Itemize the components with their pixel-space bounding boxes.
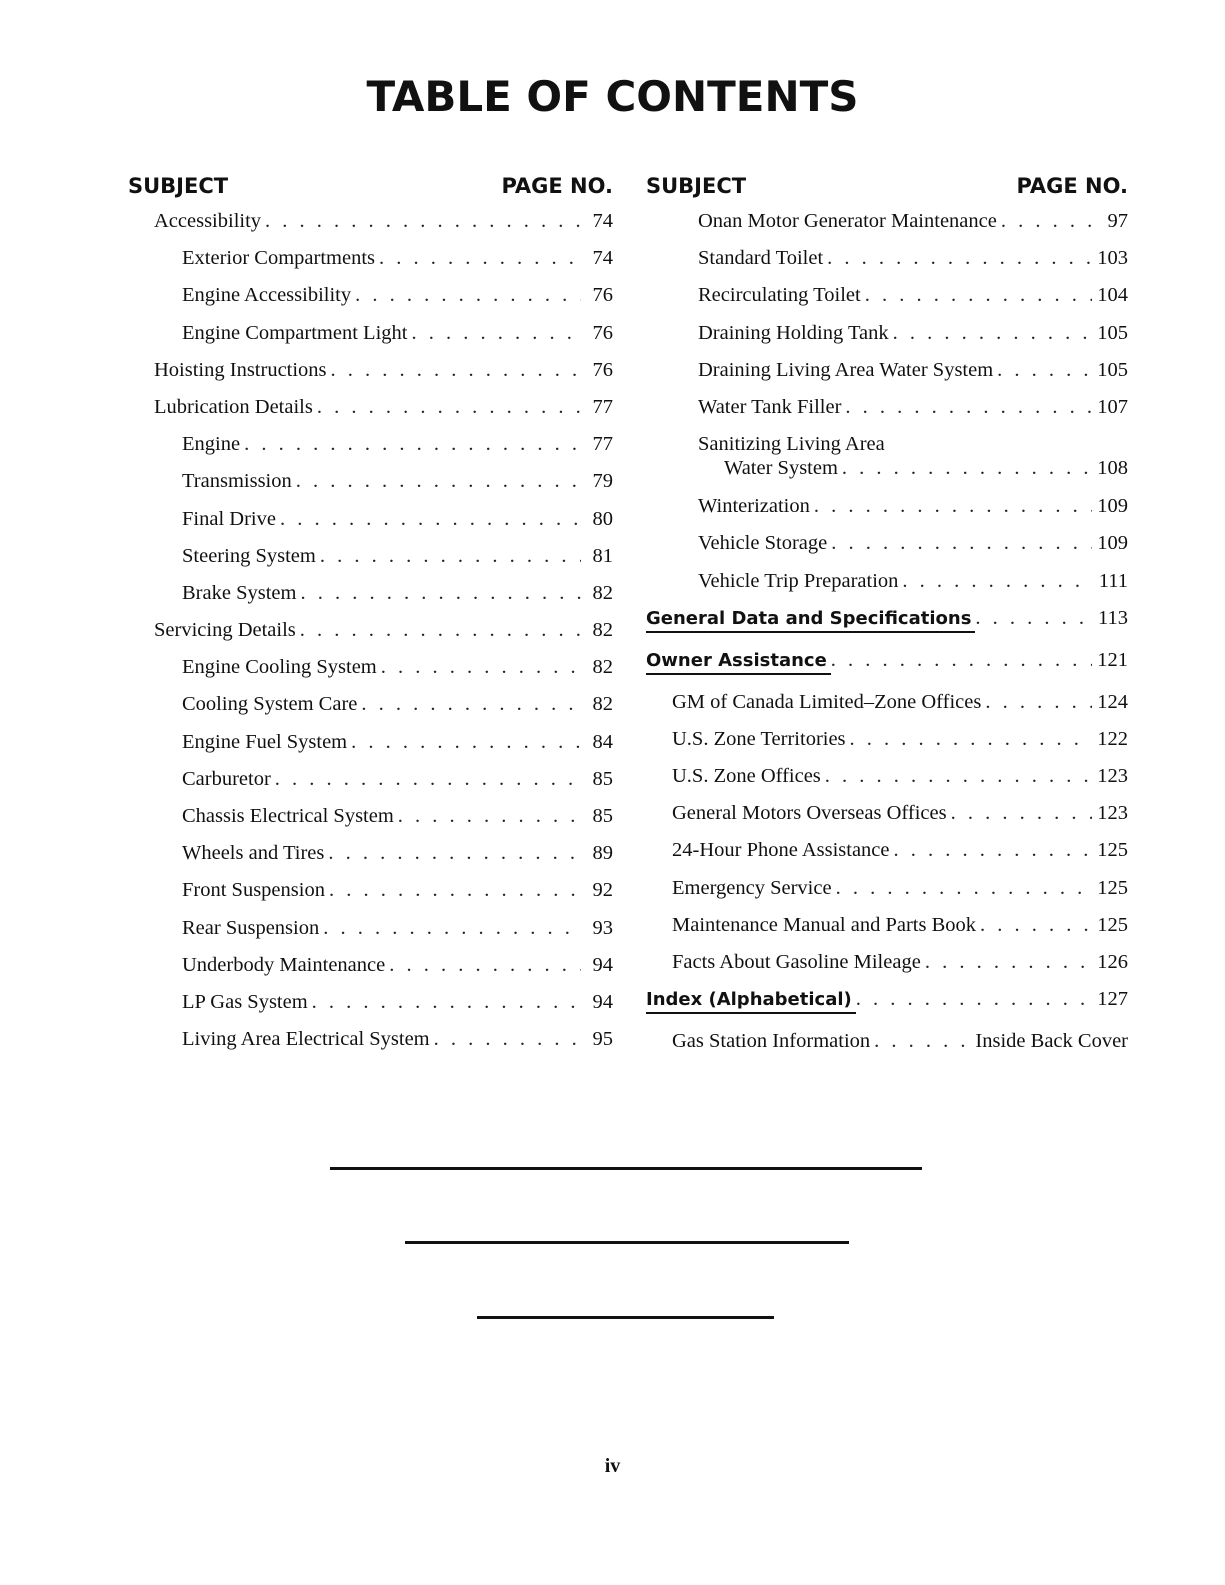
toc-entry-row <box>698 284 1128 307</box>
toc-entry-row <box>672 914 1128 937</box>
toc-entry-row <box>182 879 613 902</box>
toc-entry-page: 104 <box>1097 284 1128 307</box>
toc-entry-page: 76 <box>592 321 613 344</box>
toc-entry <box>128 619 613 656</box>
toc-entry-row <box>672 728 1128 751</box>
toc-entry-page: 97 <box>1107 210 1128 232</box>
toc-entry <box>646 1030 1128 1067</box>
toc-entry-page: 123 <box>1097 802 1128 825</box>
toc-entry-label: Standard Toilet <box>698 247 824 270</box>
toc-entry-page: 126 <box>1097 951 1128 973</box>
toc-entry-page: 76 <box>592 284 613 307</box>
toc-entry <box>128 805 613 842</box>
dot-leader <box>975 607 1092 630</box>
toc-entry-page: 85 <box>592 767 613 790</box>
toc-entry <box>646 877 1128 914</box>
toc-entry-label: Index (Alphabetical) <box>646 989 856 1014</box>
dot-leader <box>874 1030 973 1053</box>
toc-entry-row <box>672 1030 1128 1053</box>
toc-entry <box>128 284 613 321</box>
toc-entry-row <box>182 1028 613 1051</box>
toc-entry <box>646 433 1128 495</box>
toc-entry-row <box>698 495 1128 518</box>
toc-entry-page: 76 <box>592 358 613 381</box>
toc-entry <box>646 532 1128 569</box>
toc-entry <box>128 1028 613 1065</box>
toc-entry-label: Brake System <box>182 581 297 604</box>
toc-entry <box>646 322 1128 359</box>
toc-entry-page: 74 <box>592 210 613 232</box>
toc-entry <box>646 914 1128 951</box>
toc-entry-label: Rear Suspension <box>182 916 320 939</box>
dot-leader <box>329 879 581 902</box>
toc-entry <box>128 879 613 916</box>
toc-entry-label: Cooling System Care <box>182 693 358 716</box>
dot-leader <box>836 877 1092 900</box>
toc-entry-row <box>182 954 613 977</box>
toc-entry-page: 77 <box>592 395 613 418</box>
toc-entry-page: 122 <box>1097 727 1128 750</box>
dot-leader <box>893 322 1092 345</box>
toc-entry-label: Transmission <box>182 470 292 493</box>
toc-entry-page: 127 <box>1097 988 1128 1011</box>
toc-list-left <box>128 210 613 1065</box>
toc-entry-label: Steering System <box>182 544 316 567</box>
toc-entry <box>646 728 1128 765</box>
toc-entry-row <box>698 532 1128 555</box>
dot-leader <box>351 731 581 754</box>
toc-entry <box>128 917 613 954</box>
toc-entry-row <box>182 731 613 754</box>
toc-entry <box>128 693 613 730</box>
toc-entry <box>128 359 613 396</box>
dot-leader <box>300 582 581 605</box>
toc-entry-row <box>698 359 1128 382</box>
toc-entry-label: 24-Hour Phone Assistance <box>672 839 890 862</box>
toc-column-right <box>646 170 1128 1067</box>
toc-entry-page: 81 <box>592 544 613 567</box>
toc-entry-row <box>672 765 1128 788</box>
toc-entry-row <box>154 210 613 233</box>
toc-entry <box>646 210 1128 247</box>
dot-leader <box>845 396 1092 419</box>
toc-entry-label: Maintenance Manual and Parts Book <box>672 913 977 936</box>
toc-entry <box>646 802 1128 839</box>
dot-leader <box>361 693 581 716</box>
dot-leader <box>323 917 581 940</box>
toc-entry-label: Carburetor <box>182 767 271 790</box>
toc-entry-label: Front Suspension <box>182 879 325 902</box>
toc-entry-row <box>646 607 1128 633</box>
toc-entry <box>128 210 613 247</box>
toc-entry <box>646 570 1128 607</box>
toc-entry-page: 111 <box>1098 569 1128 592</box>
toc-entry-row <box>698 322 1128 345</box>
dot-leader <box>980 914 1092 937</box>
toc-entry <box>128 768 613 805</box>
toc-entry-label: Hoisting Instructions <box>154 358 327 381</box>
toc-entry <box>128 545 613 582</box>
toc-entry <box>646 284 1128 321</box>
toc-entry-label: Water System <box>724 457 838 480</box>
dot-leader <box>850 728 1092 751</box>
toc-entry-label: Engine <box>182 433 241 456</box>
toc-entry <box>128 433 613 470</box>
toc-entry-page: 77 <box>592 433 613 456</box>
toc-entry-label: Vehicle Storage <box>698 532 828 555</box>
dot-leader <box>296 470 581 493</box>
toc-list-right <box>646 210 1128 1067</box>
toc-entry-page: 123 <box>1097 765 1128 788</box>
toc-entry <box>128 508 613 545</box>
toc-entry-row <box>698 210 1128 233</box>
toc-entry-page: Inside Back Cover <box>975 1030 1128 1053</box>
page-no-header: PAGE NO. <box>1016 174 1128 198</box>
toc-entry-row <box>182 842 613 865</box>
toc-entry-page: 94 <box>592 953 613 976</box>
toc-entry-page: 93 <box>592 916 613 939</box>
dot-leader <box>355 284 581 307</box>
toc-entry-label: Emergency Service <box>672 876 832 899</box>
toc-entry-page: 105 <box>1097 321 1128 344</box>
toc-entry <box>128 991 613 1028</box>
toc-entry-row <box>698 396 1128 419</box>
toc-entry-row <box>672 802 1128 825</box>
toc-entry-page: 103 <box>1097 247 1128 270</box>
toc-entry-label: Wheels and Tires <box>182 842 325 865</box>
toc-entry-row <box>182 656 613 679</box>
toc-entry <box>646 607 1128 649</box>
toc-entry <box>128 322 613 359</box>
dot-leader <box>300 619 581 642</box>
toc-entry-row <box>182 508 613 531</box>
toc-entry-page: 82 <box>592 656 613 679</box>
toc-entry-page: 124 <box>1097 690 1128 713</box>
toc-entry <box>128 656 613 693</box>
toc-entry-page: 109 <box>1097 495 1128 518</box>
column-header <box>128 170 613 210</box>
toc-entry-label: Living Area Electrical System <box>182 1028 430 1051</box>
toc-entry-row <box>182 322 613 345</box>
dot-leader <box>244 433 581 456</box>
page-number: iv <box>604 1455 621 1477</box>
toc-entry-label: GM of Canada Limited–Zone Offices <box>672 690 982 713</box>
toc-entry-page: 125 <box>1097 913 1128 936</box>
toc-entry-label: Facts About Gasoline Mileage <box>672 951 921 973</box>
toc-entry-label: Owner Assistance <box>646 650 831 675</box>
dot-leader <box>814 495 1092 518</box>
toc-entry-label: Gas Station Information <box>672 1030 871 1053</box>
dot-leader <box>985 691 1092 714</box>
toc-entry <box>646 396 1128 433</box>
toc-entry-page: 121 <box>1097 648 1128 671</box>
toc-entry-row <box>182 991 613 1014</box>
toc-entry <box>646 359 1128 396</box>
toc-entry-page: 82 <box>592 581 613 604</box>
dot-leader <box>328 842 581 865</box>
toc-entry-label: Onan Motor Generator Maintenance <box>698 210 997 232</box>
toc-entry <box>646 247 1128 284</box>
toc-entry-label-line1: Sanitizing Living Area <box>698 433 885 456</box>
toc-entry-label: U.S. Zone Territories <box>672 727 846 750</box>
toc-entry-label: Vehicle Trip Preparation <box>698 569 899 592</box>
toc-entry-label: Underbody Maintenance <box>182 953 386 976</box>
toc-entry-label: Engine Cooling System <box>182 656 377 679</box>
toc-entry-page: 82 <box>592 619 613 642</box>
toc-entry-label: Engine Accessibility <box>182 284 352 307</box>
toc-entry-label: Draining Living Area Water System <box>698 358 994 381</box>
toc-entry <box>646 765 1128 802</box>
dot-leader <box>381 656 581 679</box>
toc-entry-row <box>154 359 613 382</box>
toc-entry <box>128 396 613 433</box>
toc-entry-page: 94 <box>592 990 613 1013</box>
toc-entry-row <box>182 433 613 456</box>
toc-entry-page: 89 <box>592 842 613 865</box>
dot-leader <box>856 988 1092 1011</box>
toc-entry-page: 79 <box>592 470 613 493</box>
toc-entry-label: Engine Compartment Light <box>182 321 408 344</box>
dot-leader <box>951 802 1092 825</box>
toc-entry <box>128 470 613 507</box>
toc-entry <box>128 954 613 991</box>
divider-rule <box>477 1316 774 1319</box>
toc-entry-label: Chassis Electrical System <box>182 805 394 827</box>
page-title: TABLE OF CONTENTS <box>366 72 859 121</box>
dot-leader <box>831 649 1092 672</box>
toc-entry <box>128 731 613 768</box>
toc-entry-page: 125 <box>1097 876 1128 899</box>
toc-entry-label: Exterior Compartments <box>182 247 375 270</box>
toc-entry <box>646 951 1128 988</box>
toc-entry-page: 84 <box>592 730 613 753</box>
toc-entry <box>646 988 1128 1030</box>
toc-entry-row <box>672 951 1128 974</box>
toc-entry-row <box>182 470 613 493</box>
toc-entry-label: U.S. Zone Offices <box>672 765 821 788</box>
toc-entry <box>646 691 1128 728</box>
dot-leader <box>865 284 1092 307</box>
dot-leader <box>411 322 581 345</box>
toc-entry-row <box>182 582 613 605</box>
toc-entry-row <box>154 619 613 642</box>
toc-entry-page: 107 <box>1097 395 1128 418</box>
toc-entry-row <box>672 691 1128 714</box>
dot-leader <box>842 457 1092 480</box>
toc-entry-page: 108 <box>1097 457 1128 480</box>
toc-entry <box>646 495 1128 532</box>
toc-entry-row <box>698 247 1128 270</box>
toc-entry-label: LP Gas System <box>182 990 308 1013</box>
toc-entry-row <box>182 545 613 568</box>
toc-entry-row <box>182 693 613 716</box>
toc-entry-row <box>698 570 1128 593</box>
toc-entry-row <box>672 839 1128 862</box>
toc-entry-row <box>182 768 613 791</box>
toc-entry-label: Final Drive <box>182 507 276 530</box>
toc-entry-row <box>182 805 613 828</box>
toc-entry <box>646 839 1128 876</box>
subject-header: SUBJECT <box>128 174 229 198</box>
toc-entry-page: 125 <box>1097 839 1128 862</box>
dot-leader <box>997 359 1092 382</box>
toc-entry-page: 95 <box>592 1028 613 1051</box>
dot-leader <box>831 532 1092 555</box>
toc-entry-row <box>646 649 1128 675</box>
toc-entry <box>128 582 613 619</box>
toc-entry-label: Draining Holding Tank <box>698 321 889 344</box>
column-header <box>646 170 1128 210</box>
dot-leader <box>389 954 581 977</box>
toc-entry <box>128 247 613 284</box>
toc-entry-page: 113 <box>1098 606 1128 629</box>
toc-entry-row <box>182 247 613 270</box>
toc-entry-row <box>724 457 1128 480</box>
toc-entry-label: Lubrication Details <box>154 395 313 418</box>
dot-leader <box>902 570 1092 593</box>
toc-entry-page: 109 <box>1097 532 1128 555</box>
toc-entry-page: 92 <box>592 879 613 902</box>
toc-entry-label: Water Tank Filler <box>698 395 842 418</box>
dot-leader <box>825 765 1092 788</box>
dot-leader <box>312 991 581 1014</box>
toc-entry <box>128 842 613 879</box>
toc-entry-label: Accessibility <box>154 210 262 232</box>
toc-entry-row <box>154 396 613 419</box>
toc-entry-row <box>672 877 1128 900</box>
toc-entry-row <box>182 284 613 307</box>
dot-leader <box>265 210 581 233</box>
toc-entry-page: 80 <box>592 507 613 530</box>
dot-leader <box>320 545 581 568</box>
dot-leader <box>331 359 581 382</box>
toc-entry-label: Engine Fuel System <box>182 730 348 753</box>
toc-entry-label: Winterization <box>698 495 810 518</box>
dot-leader <box>894 839 1092 862</box>
dot-leader <box>398 805 581 828</box>
toc-entry-label: Recirculating Toilet <box>698 284 861 307</box>
dot-leader <box>280 508 581 531</box>
toc-column-left <box>128 170 613 1065</box>
toc-entry-page: 85 <box>592 805 613 827</box>
dot-leader <box>379 247 581 270</box>
divider-rule <box>330 1167 922 1170</box>
toc-entry-label: General Data and Specifications <box>646 608 975 633</box>
dot-leader <box>434 1028 581 1051</box>
dot-leader <box>827 247 1092 270</box>
dot-leader <box>317 396 581 419</box>
divider-rule <box>405 1241 849 1244</box>
page-no-header: PAGE NO. <box>501 174 613 198</box>
dot-leader <box>925 951 1092 974</box>
toc-entry-page: 105 <box>1097 358 1128 381</box>
toc-entry-row <box>182 917 613 940</box>
toc-entry-row <box>646 988 1128 1014</box>
subject-header: SUBJECT <box>646 174 747 198</box>
toc-entry-page: 74 <box>592 247 613 270</box>
toc-entry-label: Servicing Details <box>154 619 296 642</box>
toc-entry <box>646 649 1128 691</box>
toc-entry-label: General Motors Overseas Offices <box>672 802 947 825</box>
dot-leader <box>1001 210 1092 233</box>
toc-entry-page: 82 <box>592 693 613 716</box>
dot-leader <box>275 768 581 791</box>
